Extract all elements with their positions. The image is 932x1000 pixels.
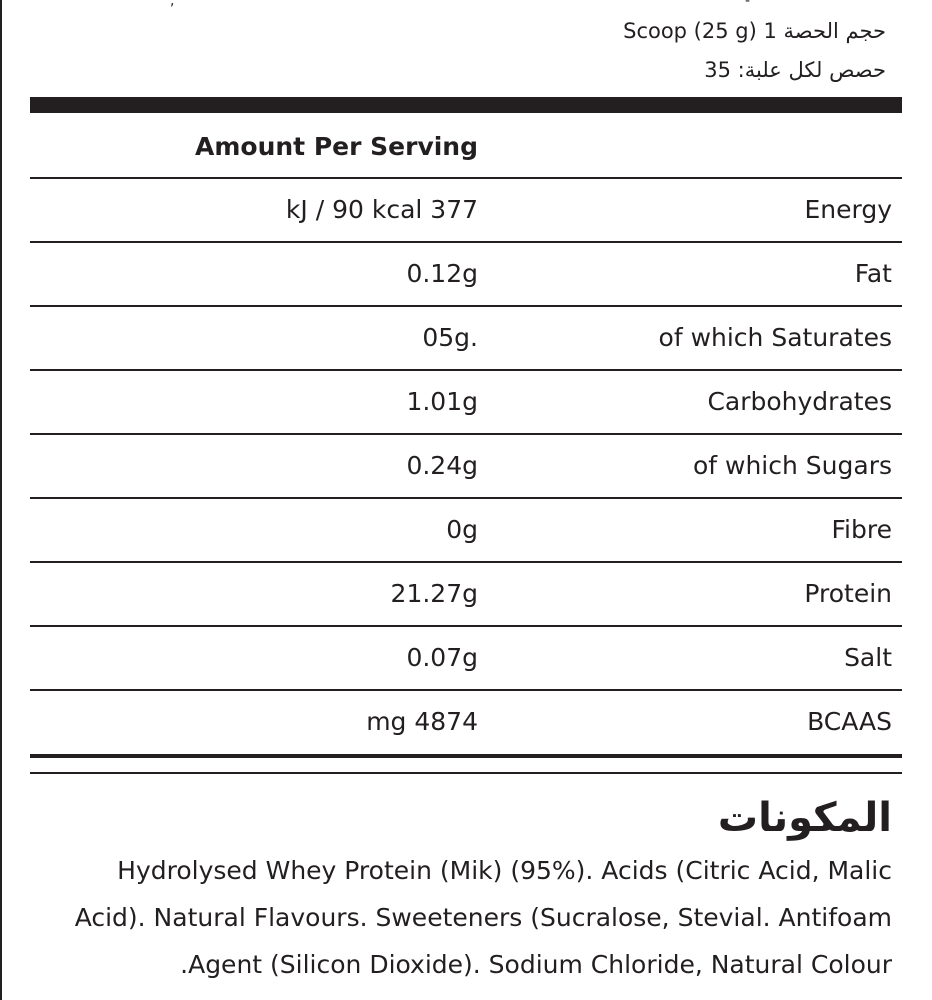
nutrition-value: 0.07g bbox=[406, 643, 478, 672]
ingredients-heading: المكونات bbox=[717, 795, 892, 841]
nutrition-value: kJ / 90 kcal 377 bbox=[285, 195, 478, 224]
amount-per-serving-header: Amount Per Serving bbox=[195, 132, 478, 161]
nutrition-row-salt bbox=[30, 627, 902, 689]
servings-per-container: حصص لكل علبة: 35 bbox=[704, 58, 886, 82]
nutrition-value: 1.01g bbox=[406, 387, 478, 416]
nutrition-label: Protein bbox=[804, 579, 892, 608]
nutrition-row-fat bbox=[30, 243, 902, 305]
nutrition-label: of which Saturates bbox=[658, 323, 892, 352]
nutrition-value: 0.12g bbox=[406, 259, 478, 288]
left-border bbox=[0, 0, 2, 1000]
table-closing-rule bbox=[30, 772, 902, 774]
serving-size: حجم الحصة 1 Scoop (25 g) bbox=[623, 19, 886, 43]
nutrition-label: of which Sugars bbox=[692, 451, 892, 480]
nutrition-row-fibre bbox=[30, 499, 902, 561]
nutrition-row-sugars bbox=[30, 435, 902, 497]
nutrition-row-protein bbox=[30, 563, 902, 625]
nutrition-label: BCAAS bbox=[807, 707, 892, 736]
thick-divider bbox=[30, 97, 902, 113]
nutrition-label: Energy bbox=[804, 195, 892, 224]
nutrition-label: Carbohydrates bbox=[707, 387, 892, 416]
nutrition-value: 05g. bbox=[422, 323, 478, 352]
nutrition-label: Fibre bbox=[831, 515, 892, 544]
nutrition-row-carbohydrates bbox=[30, 371, 902, 433]
ingredients-line: Hydrolysed Whey Protein (Mik) (95%). Acids (Citric Acid, Malic bbox=[117, 856, 892, 885]
nutrition-value: mg 4874 bbox=[366, 707, 478, 736]
nutrition-label: Salt bbox=[844, 643, 892, 672]
nutrition-value: 21.27g bbox=[390, 579, 478, 608]
ingredients-line: .Agent (Silicon Dioxide). Sodium Chloride, Natural Colour bbox=[180, 950, 892, 979]
cropped-text-fragment: , bbox=[170, 0, 175, 9]
nutrition-row-bcaas bbox=[30, 691, 902, 753]
cropped-text-fragment: - bbox=[745, 0, 751, 9]
ingredients-line: Acid). Natural Flavours. Sweeteners (Sucralose, Stevial. Antifoam bbox=[74, 903, 892, 932]
nutrition-value: 0.24g bbox=[406, 451, 478, 480]
nutrition-label: Fat bbox=[854, 259, 892, 288]
nutrition-row-energy bbox=[30, 179, 902, 241]
nutrition-row-saturates bbox=[30, 307, 902, 369]
nutrition-value: 0g bbox=[446, 515, 478, 544]
table-bottom-rule bbox=[30, 754, 902, 758]
